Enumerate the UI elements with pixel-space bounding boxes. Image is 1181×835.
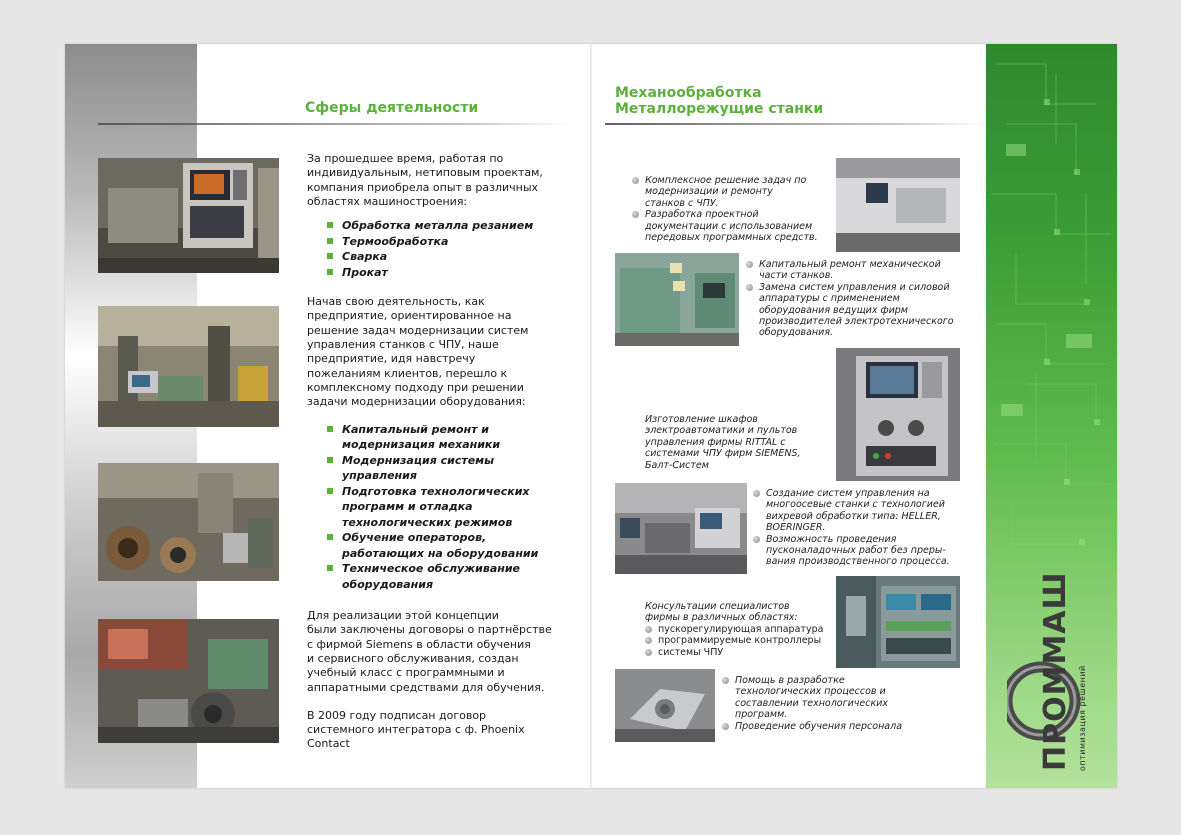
text-block-assistance [722,675,922,732]
bullet-square-icon [327,534,333,540]
text-line: компания приобрела опыт в различных [307,180,539,194]
text-block-modernization [632,175,832,243]
photo-workshop-hall [98,306,279,427]
bullet-dot-icon [645,626,652,633]
list-item: Замена систем управления и силовой аппаратуры с применением оборудования ведущих фирм производителей электротехнического оборудования. [746,282,961,339]
bullet-dot-icon [746,284,753,291]
text-block-cabinets: Изготовление шкафов электроавтоматики и пультов управления фирмы RITTAL с системами ЧПУ фирм SIEMENS, Балт-Систем [645,414,801,471]
bullet-dot-icon [722,677,729,684]
text-line: За прошедшее время, работая по [307,152,504,165]
intro-paragraph [307,152,567,209]
list-item: Подготовка технологических программ и отладка технологических режимов [307,484,567,531]
left-text-column [307,152,567,752]
bullet-dot-icon [746,261,753,268]
text-line: индивидуальным, нетиповым проектам, [307,166,543,180]
photo-multiaxis-machine [615,483,747,574]
section-heading-left: Сферы деятельности [305,100,479,116]
list-item: системы ЧПУ [645,647,835,658]
list-item: Создание систем управления на многоосевые станки с технологией вихревой обработки типа: HELLER, BOERINGER. [753,488,953,534]
bullet-dot-icon [632,177,639,184]
logo-wordmark: ПРОММАШ [1038,571,1073,771]
bullet-square-icon [327,253,333,259]
photo-green-machine [615,253,739,346]
list-item: Проведение обучения персонала [722,721,922,732]
list-item: Прокат [307,265,567,281]
partnership-paragraph: Для реализации этой концепции были заключены договоры о партнёрстве с фирмой Siemens в области обучения и сервисного обслуживания, создан учебный класс с программными и аппаратными средствами для обучения. [307,609,552,694]
text-line: областях машиностроения: [307,194,468,208]
photo-cnc-machine-control-panel [98,158,279,273]
bullet-square-icon [327,457,333,463]
integrator-paragraph: В 2009 году подписан договор системного интегратора с ф. Phoenix Contact [307,708,525,751]
page-fold [590,44,592,788]
activity-list [307,218,567,280]
photo-metal-processing [98,619,279,743]
text-block-multiaxis [753,488,953,568]
logo-tagline: оптимизация решений [1078,665,1087,771]
photo-electrical-cabinet [836,576,960,668]
bullet-dot-icon [645,649,652,656]
bullet-square-icon [327,426,333,432]
heading-rule-left [98,123,570,125]
list-item: пускорегулирующая аппаратура [645,624,835,635]
approach-paragraph: Начав свою деятельность, как предприятие, ориентированное на решение задач модернизации систем управления станков с ЧПУ, наше предприятие, идя навстречу пожеланиям клиентов, перешло к комплексному подходу при решении задачи модернизации оборудования: [307,295,529,409]
bullet-dot-icon [753,490,760,497]
list-item: Термообработка [307,234,567,250]
heading-rule-right [605,123,986,125]
services-list [307,422,567,593]
bullet-square-icon [327,565,333,571]
text-block-repair [746,259,961,339]
list-item: Капитальный ремонт механической части станков. [746,259,961,282]
list-item: программируемые контроллеры [645,635,835,646]
list-item: Комплексное решение задач по модернизации и ремонту станков с ЧПУ. [632,175,832,209]
section-heading-right [615,85,823,117]
bullet-dot-icon [722,723,729,730]
bullet-square-icon [327,488,333,494]
list-item: Возможность проведения пусконаладочных работ без преры- вания производственного процесса. [753,534,953,568]
photo-metal-part [615,669,715,742]
prommash-logo [1007,529,1117,779]
photo-control-cabinet-panel [836,348,960,481]
bullet-dot-icon [753,536,760,543]
list-item: Разработка проектной документации с использованием передовых программных средств. [632,209,832,243]
bullet-dot-icon [632,211,639,218]
heading-right-line2: Металлорежущие станки [615,101,824,117]
bullet-square-icon [327,222,333,228]
list-item: Обучение операторов, работающих на оборудовании [307,530,567,561]
list-item: Техническое обслуживание оборудования [307,561,567,592]
list-item: Модернизация системы управления [307,453,567,484]
list-item: Капитальный ремонт и модернизация механики [307,422,567,453]
list-item: Сварка [307,249,567,265]
brochure-spread [65,44,1117,788]
photo-heavy-machinery [98,463,279,581]
bullet-dot-icon [645,637,652,644]
heading-right-line1: Механообработка [615,85,762,101]
bullet-square-icon [327,269,333,275]
list-item: Помощь в разработке технологических процессов и составлении технологических программ. [722,675,922,721]
list-item: Обработка металла резанием [307,218,567,234]
photo-cnc-lathe [836,158,960,252]
text-block-consultations: Консультации специалистов фирмы в различных областях: пускорегулирующая аппаратура программируемые контроллеры системы ЧПУ [645,601,835,658]
bullet-square-icon [327,238,333,244]
